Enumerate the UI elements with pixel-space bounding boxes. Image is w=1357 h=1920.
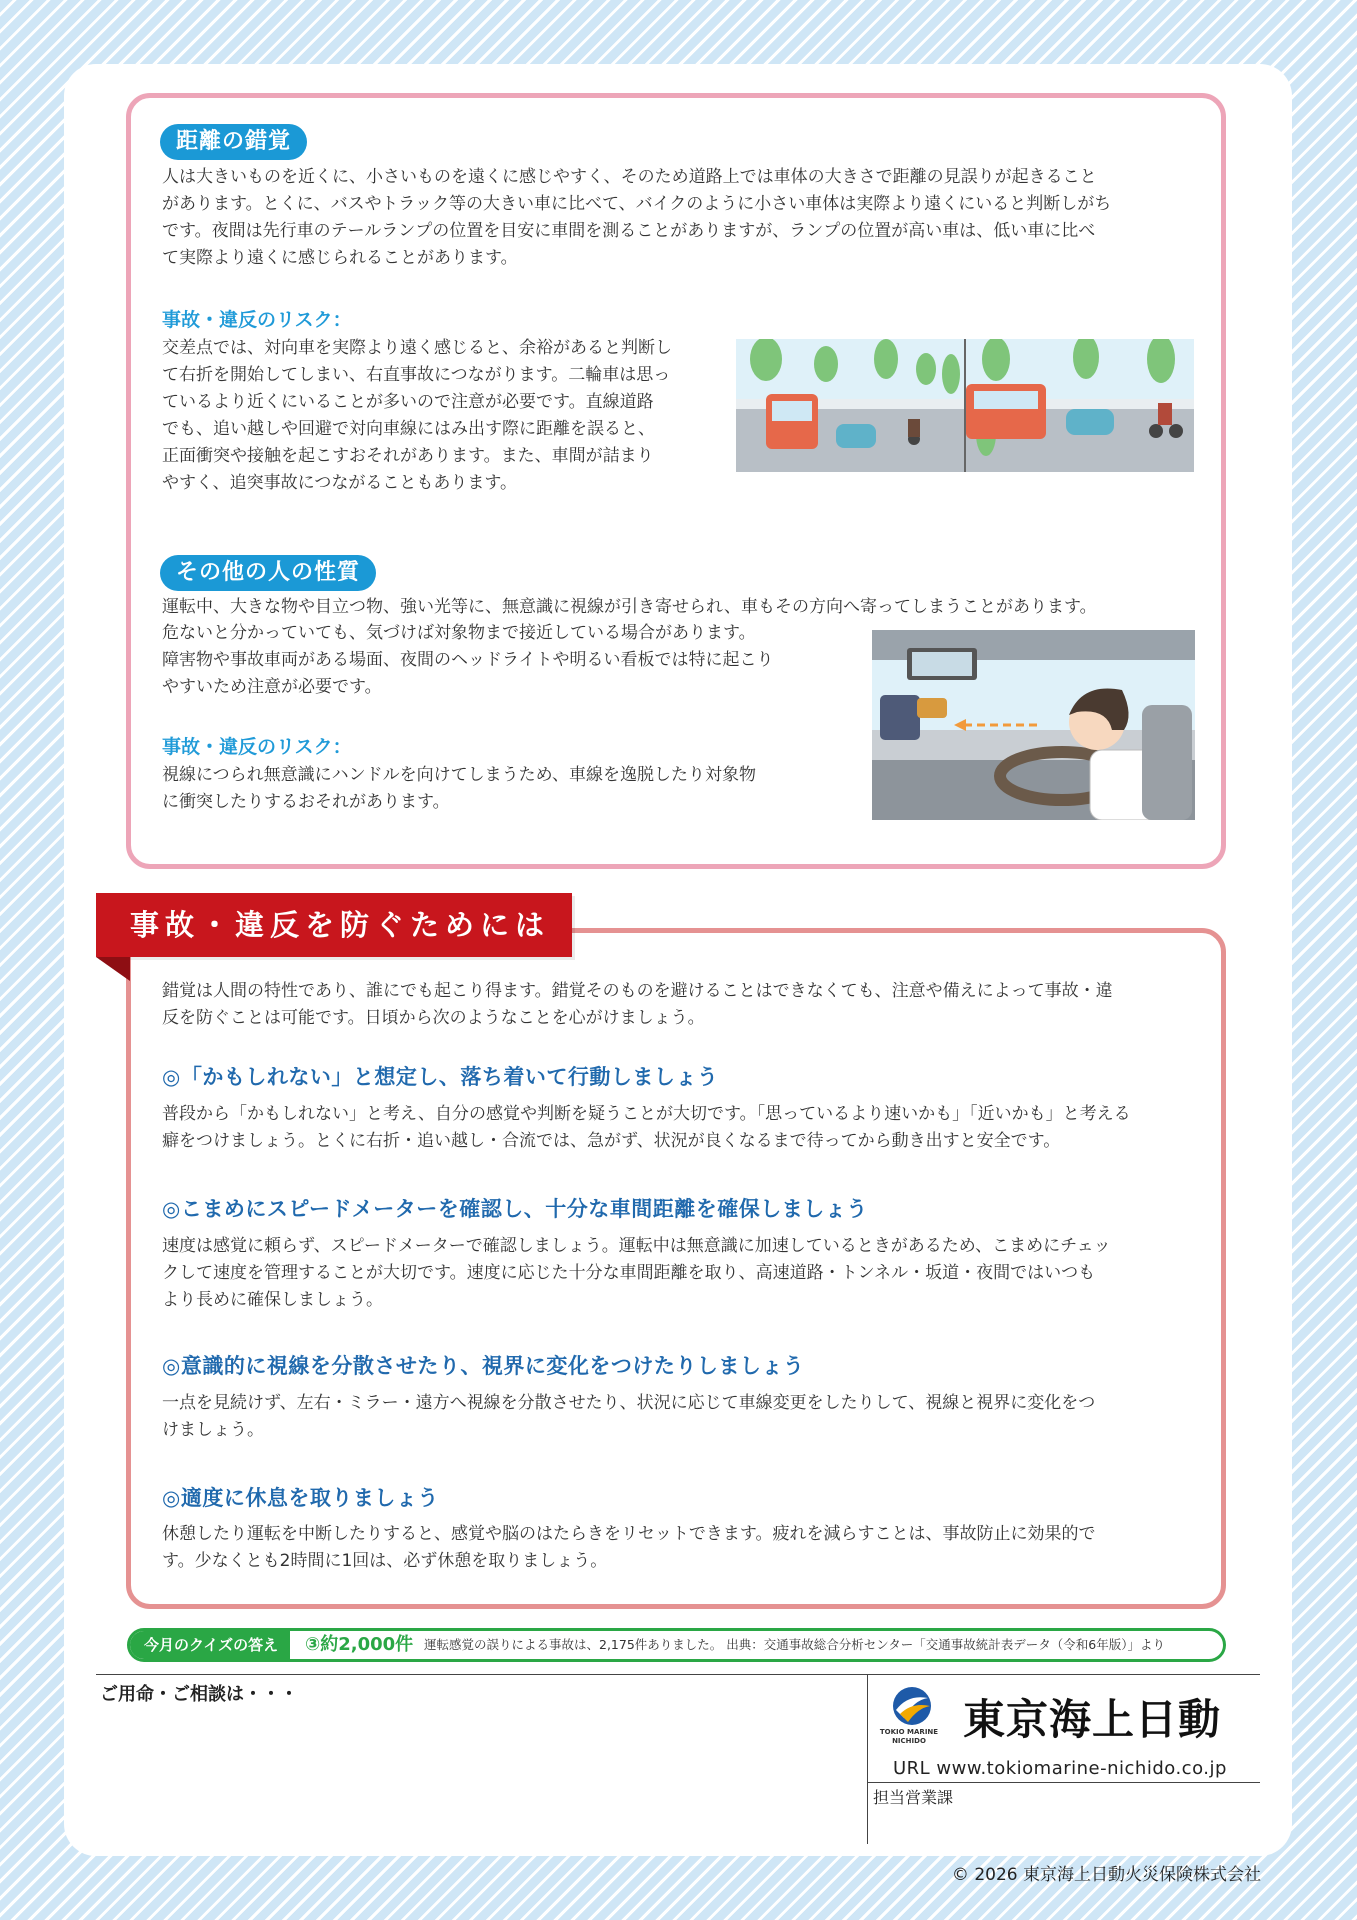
text-line: ているより近くにいることが多いので注意が必要です。直線道路 xyxy=(162,392,654,412)
text-line: より長めに確保しましょう。 xyxy=(162,1290,383,1310)
footer-vertical-divider xyxy=(867,1674,868,1844)
contact-label: ご用命・ご相談は・・・ xyxy=(100,1684,298,1705)
dept-label: 担当営業課 xyxy=(873,1788,954,1807)
text-line: 錯覚は人間の特性であり、誰にでも起こり得ます。錯覚そのものを避けることはできなくても、注意や備えによって事故・違 xyxy=(162,981,1113,1001)
prevention-intro xyxy=(162,978,1207,1032)
text-line: 癖をつけましょう。とくに右折・追い越し・合流では、急がず、状況が良くなるまで待ってから動き出すと安全です。 xyxy=(162,1131,1061,1151)
quiz-note: 運転感覚の誤りによる事故は、2,175件ありました。 出典：交通事故総合分析センター「交通事故統計表データ（令和6年版）」より xyxy=(424,1637,1165,1652)
text-line: 一点を見続けず、左右・ミラー・遠方へ視線を分散させたり、状況に応じて車線変更をしたりして、視線と視界に変化をつ xyxy=(162,1393,1096,1413)
tip-heading: ◎意識的に視線を分散させたり、視界に変化をつけたりしましょう xyxy=(162,1354,805,1378)
text-line: けましょう。 xyxy=(162,1420,264,1440)
section-title-distance: 距離の錯覚 xyxy=(160,124,307,160)
text-line: 危ないと分かっていても、気づけば対象物まで接近している場合があります。 xyxy=(162,623,756,643)
text-line: があります。とくに、バスやトラック等の大きい車に比べて、バイクのように小さい車体は実際より遠くにいると判断しがち xyxy=(162,194,1112,214)
road-illustration xyxy=(736,339,1194,472)
text-line: 休憩したり運転を中断したりすると、感覚や脳のはたらきをリセットできます。疲れを減らすことは、事故防止に効果的で xyxy=(162,1524,1096,1544)
section2-body xyxy=(162,620,862,701)
text-line: やすく、追突事故につながることもあります。 xyxy=(162,473,517,493)
tip-body xyxy=(162,1521,1207,1575)
text-line: でも、追い越しや回避で対向車線にはみ出す際に距離を誤ると、 xyxy=(162,419,655,439)
text-line: です。夜間は先行車のテールランプの位置を目安に車間を測ることがありますが、ランプの位置が高い車は、低い車に比べ xyxy=(162,221,1096,241)
text-line: 普段から「かもしれない」と考え、自分の感覚や判断を疑うことが大切です。「思っているより速いかも」「近いかも」と考える xyxy=(162,1104,1131,1124)
section2-risk-body xyxy=(162,762,862,816)
tip-heading: ◎「かもしれない」と想定し、落ち着いて行動しましょう xyxy=(162,1065,719,1089)
risk-label: 事故・違反のリスク： xyxy=(162,736,352,758)
text-line: 正面衝突や接触を起こすおそれがあります。また、車間が詰まり xyxy=(162,446,654,466)
company-url[interactable]: URL www.tokiomarine-nichido.co.jp xyxy=(893,1758,1227,1779)
section1-risk-body xyxy=(162,335,722,497)
text-line: 速度は感覚に頼らず、スピードメーターで確認しましょう。運転中は無意識に加速しているときがあるため、こまめにチェッ xyxy=(162,1236,1111,1256)
copyright: © 2026 東京海上日動火災保険株式会社 xyxy=(951,1865,1261,1885)
tip-body xyxy=(162,1390,1207,1444)
tip-body xyxy=(162,1233,1207,1314)
section-title-other-traits: その他の人の性質 xyxy=(160,555,376,591)
risk-label: 事故・違反のリスク： xyxy=(162,309,352,331)
text-line: 障害物や事故車両がある場面、夜間のヘッドライトや明るい看板では特に起こり xyxy=(162,650,774,670)
text-line: クして速度を管理することが大切です。速度に応じた十分な車間距離を取り、高速道路・トンネル・坂道・夜間ではいつも xyxy=(162,1263,1096,1283)
company-logo-icon xyxy=(890,1684,934,1728)
text-line: て右折を開始してしまい、右直事故につながります。二輪車は思っ xyxy=(162,365,671,385)
text-line: やすいため注意が必要です。 xyxy=(162,677,382,697)
logo-subtext: TOKIO MARINE NICHIDO xyxy=(879,1728,939,1745)
tip-body xyxy=(162,1101,1207,1155)
text-line: す。少なくとも2時間に1回は、必ず休憩を取りましょう。 xyxy=(162,1551,608,1571)
prevention-banner: 事故・違反を防ぐためには xyxy=(96,893,572,957)
footer-dept-divider xyxy=(867,1782,1260,1783)
driver-illustration xyxy=(872,630,1195,820)
text-line: に衝突したりするおそれがあります。 xyxy=(162,792,450,812)
text-line: 視線につられ無意識にハンドルを向けてしまうため、車線を逸脱したり対象物 xyxy=(162,765,756,785)
quiz-answer-bar xyxy=(127,1628,1226,1662)
tip-heading: ◎こまめにスピードメーターを確認し、十分な車間距離を確保しましょう xyxy=(162,1197,868,1221)
section1-body xyxy=(162,164,1202,272)
tip-heading: ◎適度に休息を取りましょう xyxy=(162,1486,439,1510)
text-line: 交差点では、対向車を実際より遠く感じると、余裕があると判断し xyxy=(162,338,672,358)
banner-fold xyxy=(96,957,130,981)
quiz-answer: ③約2,000件 xyxy=(305,1634,414,1655)
section2-line-full: 運転中、大きな物や目立つ物、強い光等に、無意識に視線が引き寄せられ、車もその方向へ寄ってしまうことがあります。 xyxy=(162,597,1097,617)
text-line: 反を防ぐことは可能です。日頃から次のようなことを心がけましょう。 xyxy=(162,1008,705,1028)
footer-divider xyxy=(96,1674,1260,1675)
text-line: 人は大きいものを近くに、小さいものを遠くに感じやすく、そのため道路上では車体の大きさで距離の見誤りが起きること xyxy=(162,167,1097,187)
quiz-label: 今月のクイズの答え xyxy=(130,1631,290,1659)
text-line: て実際より遠くに感じられることがあります。 xyxy=(162,248,518,268)
company-name: 東京海上日動 xyxy=(963,1695,1222,1744)
